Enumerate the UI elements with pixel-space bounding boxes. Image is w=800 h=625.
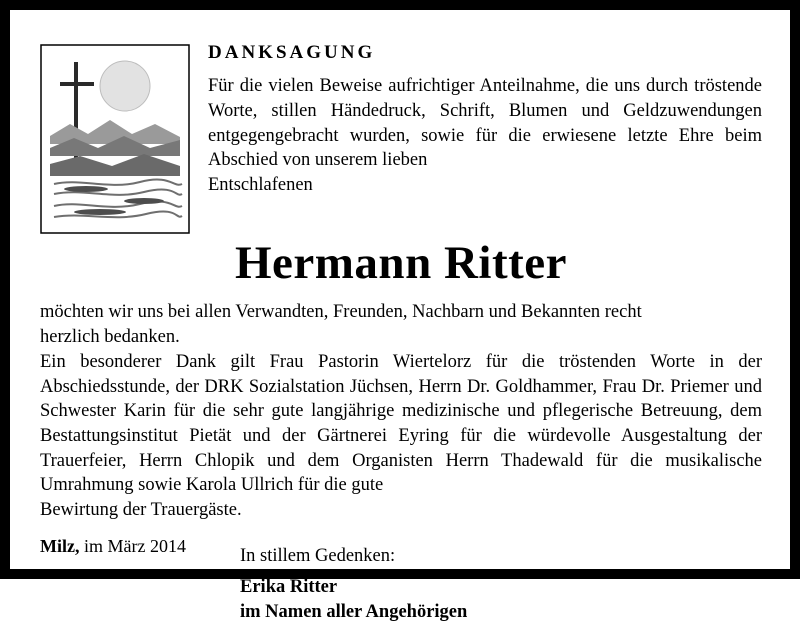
obituary-inner bbox=[10, 10, 790, 623]
thanks-paragraph bbox=[40, 300, 762, 349]
deceased-name: Hermann Ritter bbox=[235, 237, 567, 289]
body-text bbox=[40, 300, 762, 522]
header-row bbox=[40, 32, 762, 234]
signer-name: Erika Ritter bbox=[240, 577, 338, 598]
thanks-paragraph-main: möchten wir uns bei allen Verwandten, Freunden, Nachbarn und Bekannten recht bbox=[40, 302, 642, 322]
intro-last-line: Entschlafenen bbox=[208, 175, 313, 196]
page-title: DANKSAGUNG bbox=[208, 42, 376, 63]
cross-landscape-illustration-icon bbox=[40, 44, 190, 234]
footer-date: im März 2014 bbox=[83, 536, 186, 556]
special-thanks-paragraph bbox=[40, 350, 762, 522]
intro-paragraph bbox=[208, 74, 762, 198]
signer-subtitle: im Namen aller Angehörigen bbox=[240, 602, 468, 623]
header-text bbox=[190, 32, 762, 198]
footer-line bbox=[40, 536, 186, 557]
thanks-paragraph-last-line: herzlich bedanken. bbox=[40, 326, 180, 347]
special-thanks-main: Ein besonderer Dank gilt Frau Pastorin Wiertelorz für die tröstenden Worte in der Abschiedsstunde, der DRK Sozialstation Jüchsen, Herrn Dr. Goldhammer, Frau Dr. Priemer und Schwester Karin für die sehr gute langjährige medizinische und pflegerische Betreuung, dem Bestattungsinstitut Pietät und der Gärtnerei Eyring für die würdevolle Ausgestaltung der Trauerfeier, Herrn Chlopik und dem Organisten Herrn Thadewald für die musikalische Umrahmung sowie Karola Ullrich für die gute bbox=[40, 352, 762, 496]
memorial-lead: In stillem Gedenken: bbox=[240, 546, 396, 567]
intro-main-text: Für die vielen Beweise aufrichtiger Anteilnahme, die uns durch tröstende Worte, stillen Händedruck, Schrift, Blumen und Geldzuwendungen entgegengebracht wurden, sowie für die erwiesene letzte Ehre beim Abschied von unserem lieben bbox=[208, 76, 762, 171]
footer-place: Milz, bbox=[40, 536, 80, 556]
special-thanks-last-line: Bewirtung der Trauergäste. bbox=[40, 499, 242, 520]
